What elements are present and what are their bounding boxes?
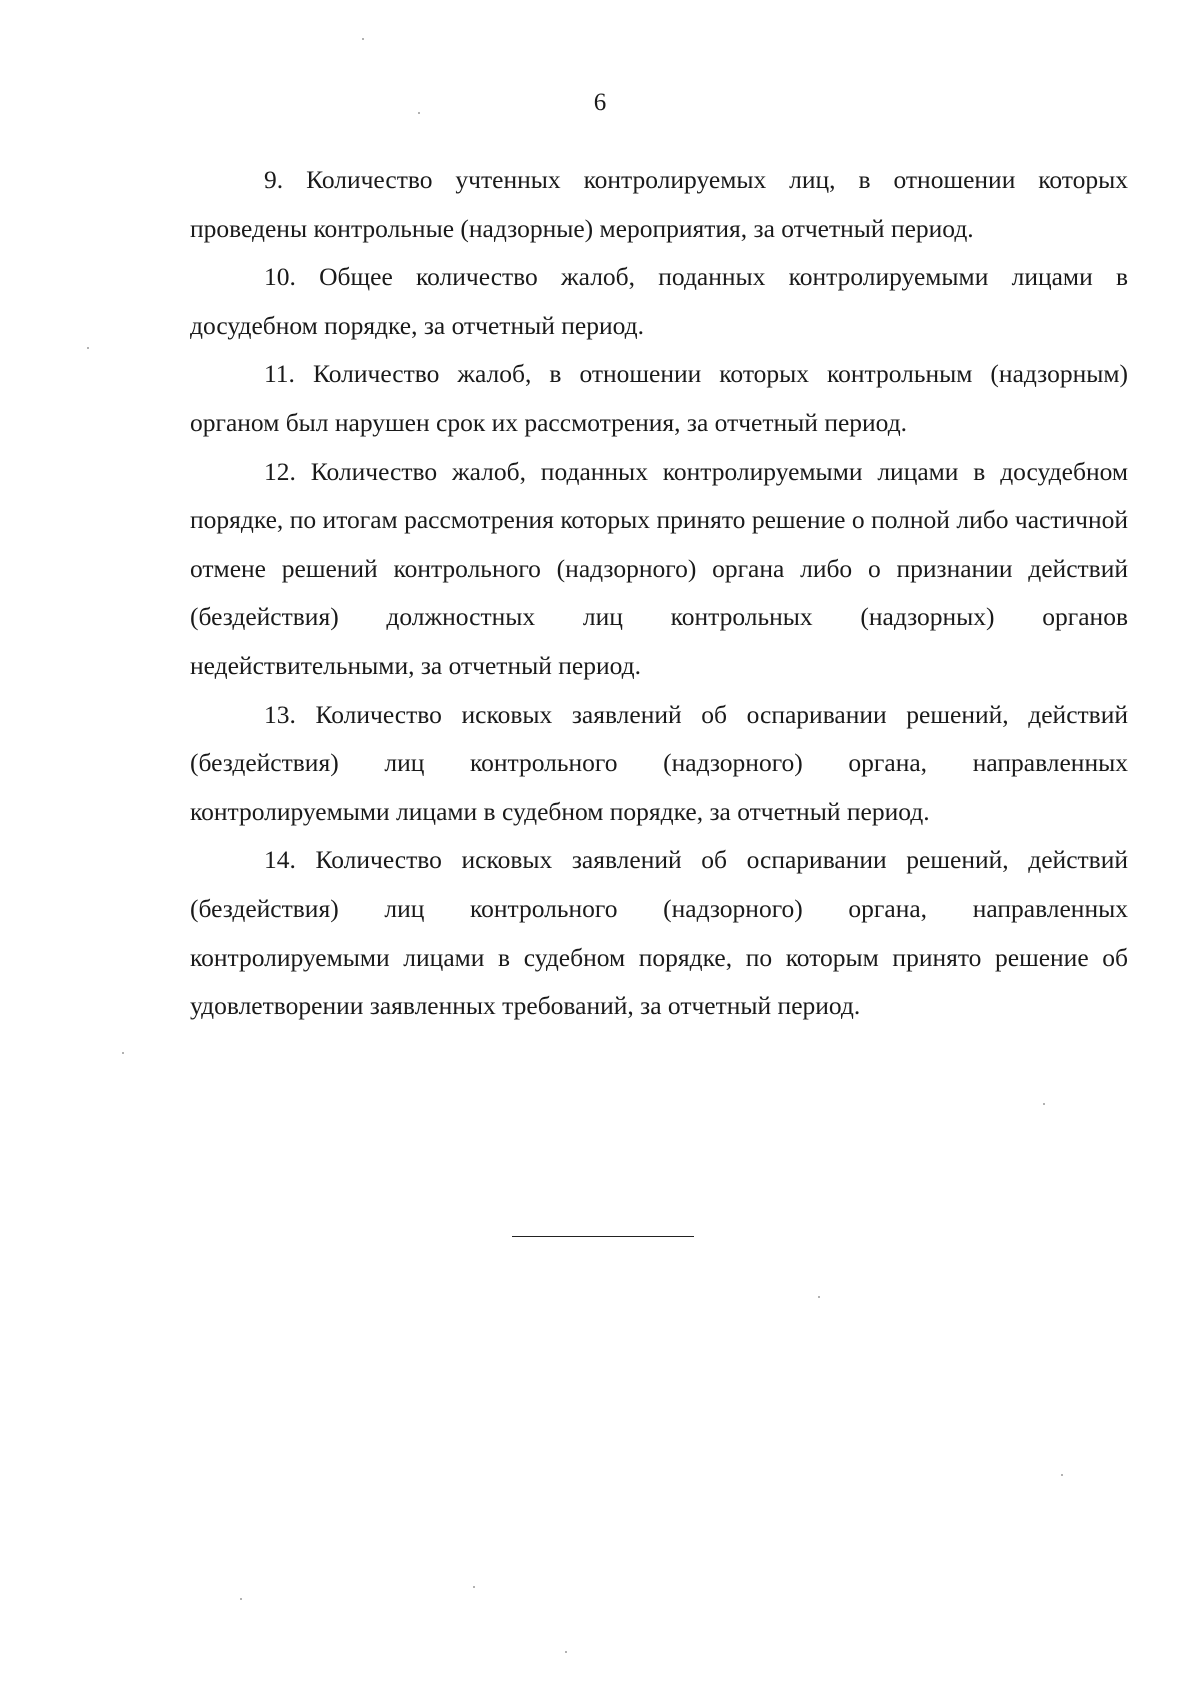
item-text: Количество жалоб, в отношении которых контрольным (надзорным) органом был нарушен срок их рассмотрения, за отчетный период. xyxy=(190,359,1129,437)
page-number: 6 xyxy=(593,89,607,116)
end-of-document-rule xyxy=(512,1236,694,1237)
scan-speck xyxy=(473,1586,475,1588)
scan-speck xyxy=(1043,1103,1045,1105)
list-item xyxy=(190,253,1128,350)
scan-speck xyxy=(362,38,364,40)
item-number: 12. xyxy=(264,456,296,486)
item-number: 10. xyxy=(264,262,296,292)
item-number: 9. xyxy=(264,165,284,194)
item-number: 11. xyxy=(264,359,295,389)
scan-speck xyxy=(87,347,89,349)
list-item xyxy=(190,350,1128,447)
item-number: 13. xyxy=(264,699,296,729)
scan-speck xyxy=(122,1052,124,1054)
scan-speck xyxy=(240,1598,242,1600)
item-text: Количество исковых заявлений об оспаривании решений, действий (бездействия) лиц контрольного (надзорного) органа, направленных контролируемыми лицами в судебном порядке, за отчетный период. xyxy=(190,699,1128,826)
item-text: Количество исковых заявлений об оспаривании решений, действий (бездействия) лиц контрольного (надзорного) органа, направленных контролируемыми лицами в судебном порядке, по которым принято решение об удовлетворении заявленных требований, за отчетный период. xyxy=(190,845,1128,1021)
list-item xyxy=(190,448,1128,691)
list-item xyxy=(190,691,1128,837)
item-text: Количество учтенных контролируемых лиц, в отношении которых проведены контрольные (надзорные) мероприятия, за отчетный период. xyxy=(190,165,1129,243)
list-item xyxy=(190,156,1128,253)
item-number: 14. xyxy=(264,845,296,875)
list-item xyxy=(190,836,1128,1030)
item-text: Общее количество жалоб, поданных контролируемыми лицами в досудебном порядке, за отчетный период. xyxy=(190,262,1129,340)
scan-speck xyxy=(565,1651,567,1653)
document-body xyxy=(190,156,1128,1031)
scan-speck xyxy=(418,112,420,114)
scan-speck xyxy=(818,1296,820,1298)
item-text: Количество жалоб, поданных контролируемыми лицами в досудебном порядке, по итогам рассмотрения которых принято решение о полной либо частичной отмене решений контрольного (надзорного) органа либо о признании действий (бездействия) должностных лиц контрольных (надзорных) органов недействительными, за отчетный период. xyxy=(190,456,1128,680)
scan-speck xyxy=(1061,1474,1063,1476)
